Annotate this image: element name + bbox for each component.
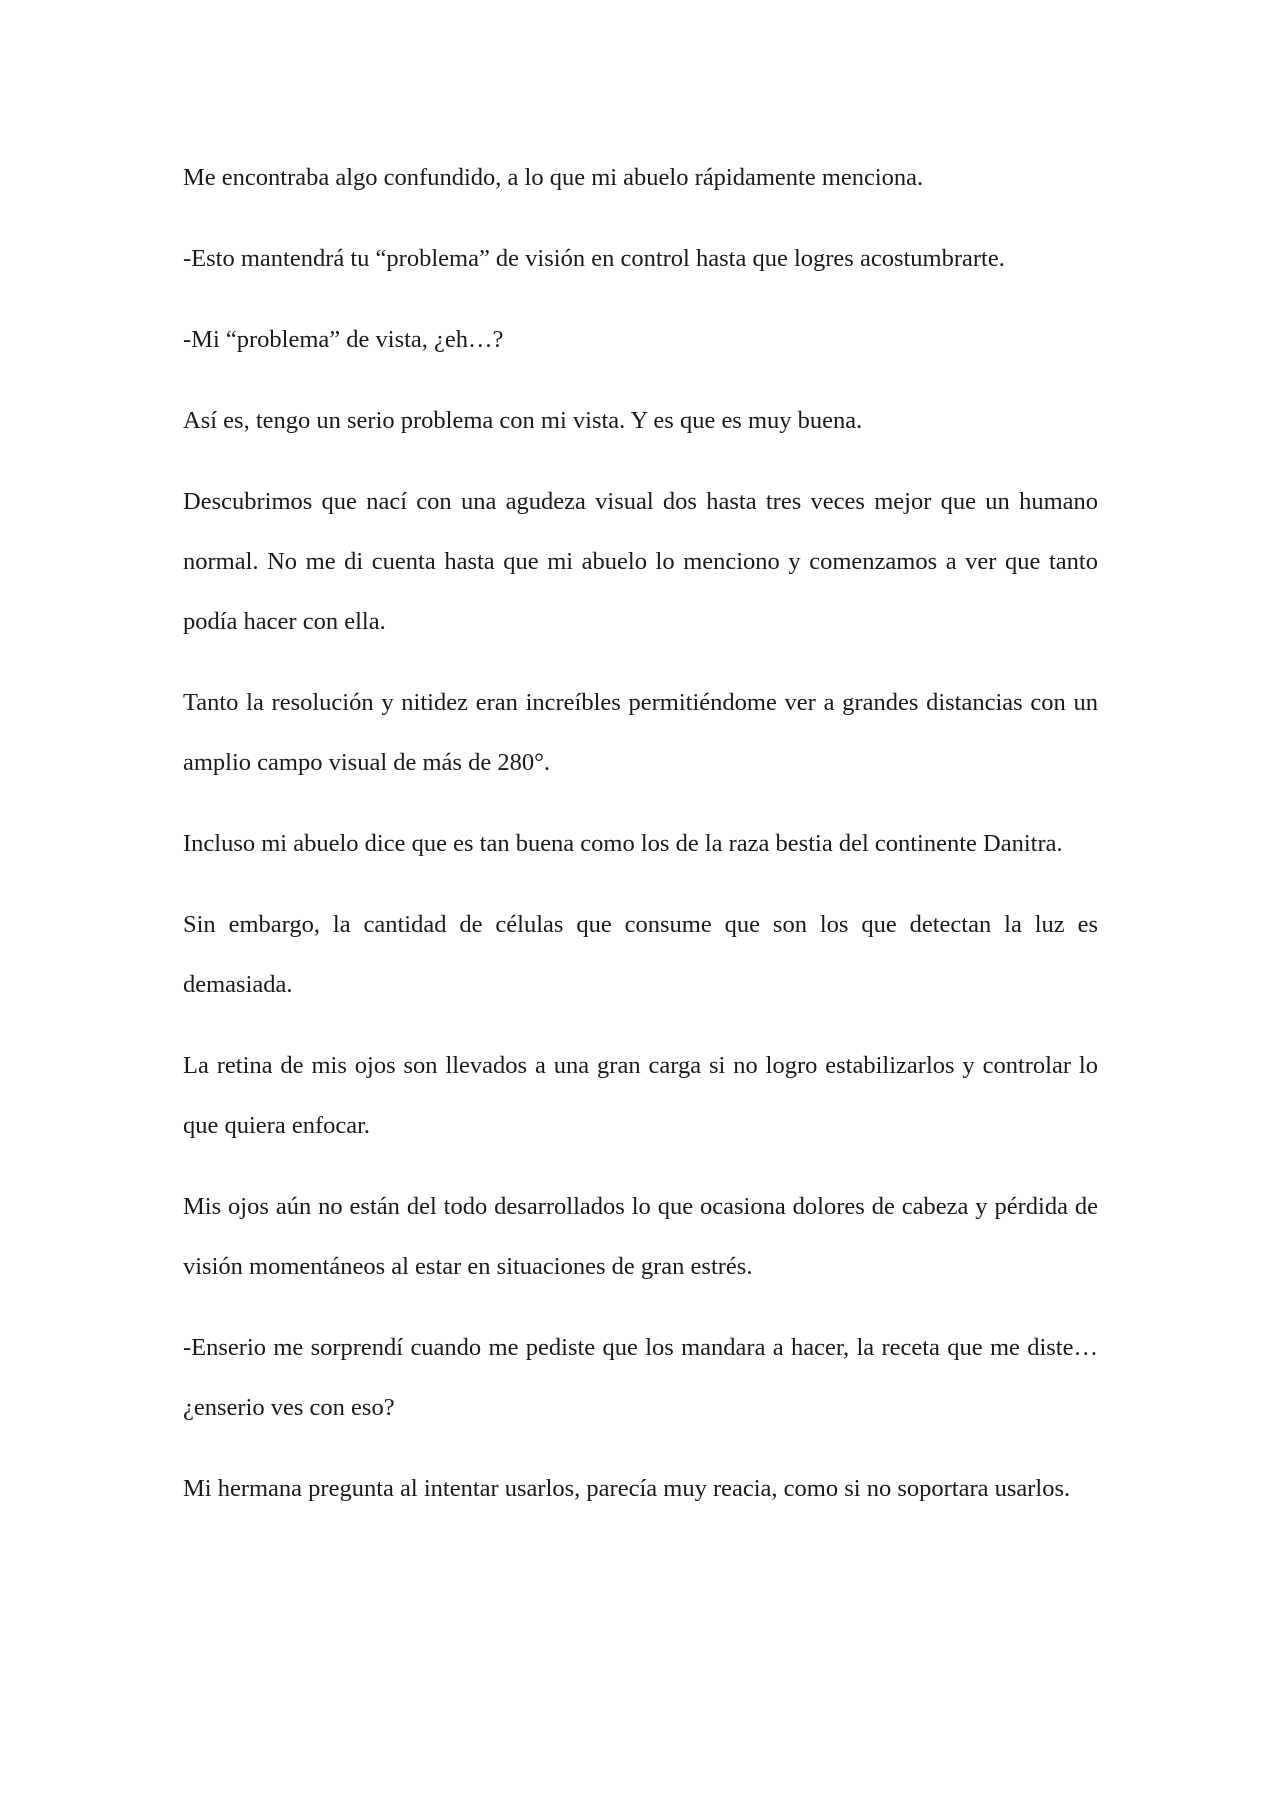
- paragraph: Tanto la resolución y nitidez eran increíbles permitiéndome ver a grandes distancias con un amplio campo visual de más de 280°.: [183, 689, 1098, 776]
- document-body: [183, 148, 1098, 1540]
- paragraph: -Mi “problema” de vista, ¿eh…?: [183, 326, 504, 353]
- paragraph: Así es, tengo un serio problema con mi vista. Y es que es muy buena.: [183, 407, 863, 434]
- paragraph: La retina de mis ojos son llevados a una gran carga si no logro estabilizarlos y controlar lo que quiera enfocar.: [183, 1052, 1098, 1139]
- paragraph: Descubrimos que nací con una agudeza visual dos hasta tres veces mejor que un humano normal. No me di cuenta hasta que mi abuelo lo menciono y comenzamos a ver que tanto podía hacer con ella.: [183, 488, 1098, 635]
- paragraph: Me encontraba algo confundido, a lo que mi abuelo rápidamente menciona.: [183, 164, 924, 191]
- paragraph: -Esto mantendrá tu “problema” de visión en control hasta que logres acostumbrarte.: [183, 245, 1005, 272]
- paragraph: Mis ojos aún no están del todo desarrollados lo que ocasiona dolores de cabeza y pérdida de visión momentáneos al estar en situaciones de gran estrés.: [183, 1193, 1098, 1280]
- paragraph: Sin embargo, la cantidad de células que consume que son los que detectan la luz es demasiada.: [183, 911, 1098, 998]
- paragraph: Mi hermana pregunta al intentar usarlos, parecía muy reacia, como si no soportara usarlos.: [183, 1475, 1071, 1502]
- paragraph: Incluso mi abuelo dice que es tan buena como los de la raza bestia del continente Danitra.: [183, 830, 1063, 857]
- paragraph: -Enserio me sorprendí cuando me pediste que los mandara a hacer, la receta que me diste… ¿enserio ves con eso?: [183, 1334, 1098, 1421]
